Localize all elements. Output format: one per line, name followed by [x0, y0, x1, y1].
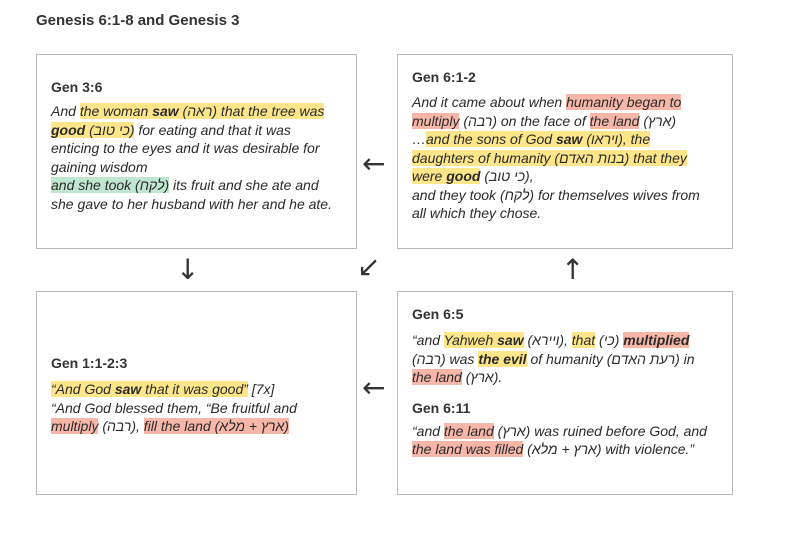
gen-1-text: “And God saw that it was good” [7x] “And God blessed them, “Be fruitful and multiply (רבה), fill the land (ארץ + מלא) — [51, 381, 297, 434]
gen-6-5-heading: Gen 6:5 — [412, 306, 464, 322]
diagonal-arrow-icon: ↙ — [357, 250, 381, 283]
left-arrow-bottom-icon: ← — [362, 371, 386, 404]
gen-6-11-heading: Gen 6:11 — [412, 399, 471, 416]
left-arrow-icon: ← — [362, 147, 386, 180]
page-title: Genesis 6:1-8 and Genesis 3 — [36, 12, 240, 29]
gen-3-6-heading: Gen 3:6 — [51, 79, 103, 95]
gen-6-1-2-text: And it came about when humanity began to multiply (רבה) on the face of the land (ארץ) …and the sons of God saw (ויראו), the daughters of humanity (בנות האדם) that they were good (כי טוב), and they took (לקח) for themselves wives from all which they chose. — [412, 94, 700, 221]
up-arrow-icon: ↑ — [561, 253, 585, 286]
gen-6-5-box — [397, 291, 733, 495]
gen-3-6-box — [36, 54, 357, 249]
gen-1-heading: Gen 1:1-2:3 — [51, 355, 128, 371]
gen-1-box — [36, 291, 357, 495]
gen-6-1-2-box — [397, 54, 733, 249]
gen-3-6-text: And the woman saw (ראה) that the tree was good (כי טוב) for eating and that it was enticing to the eyes and it was desirable for gaining wisdom and she took (לקח) its fruit and she ate and she gave to her husband with her and he ate. — [51, 103, 332, 212]
gen-6-5-text: “and Yahweh saw (ויירא), that (כי) multiplied (רבה) was the evil of humanity (רעת האדם) in the land (ארץ). — [412, 332, 695, 385]
down-arrow-icon: ↓ — [176, 253, 200, 286]
gen-6-11-text: “and the land (ארץ) was ruined before God, and the land was filled (ארץ + מלא) with violence.” — [412, 422, 707, 457]
gen-6-1-2-heading: Gen 6:1-2 — [412, 69, 476, 85]
